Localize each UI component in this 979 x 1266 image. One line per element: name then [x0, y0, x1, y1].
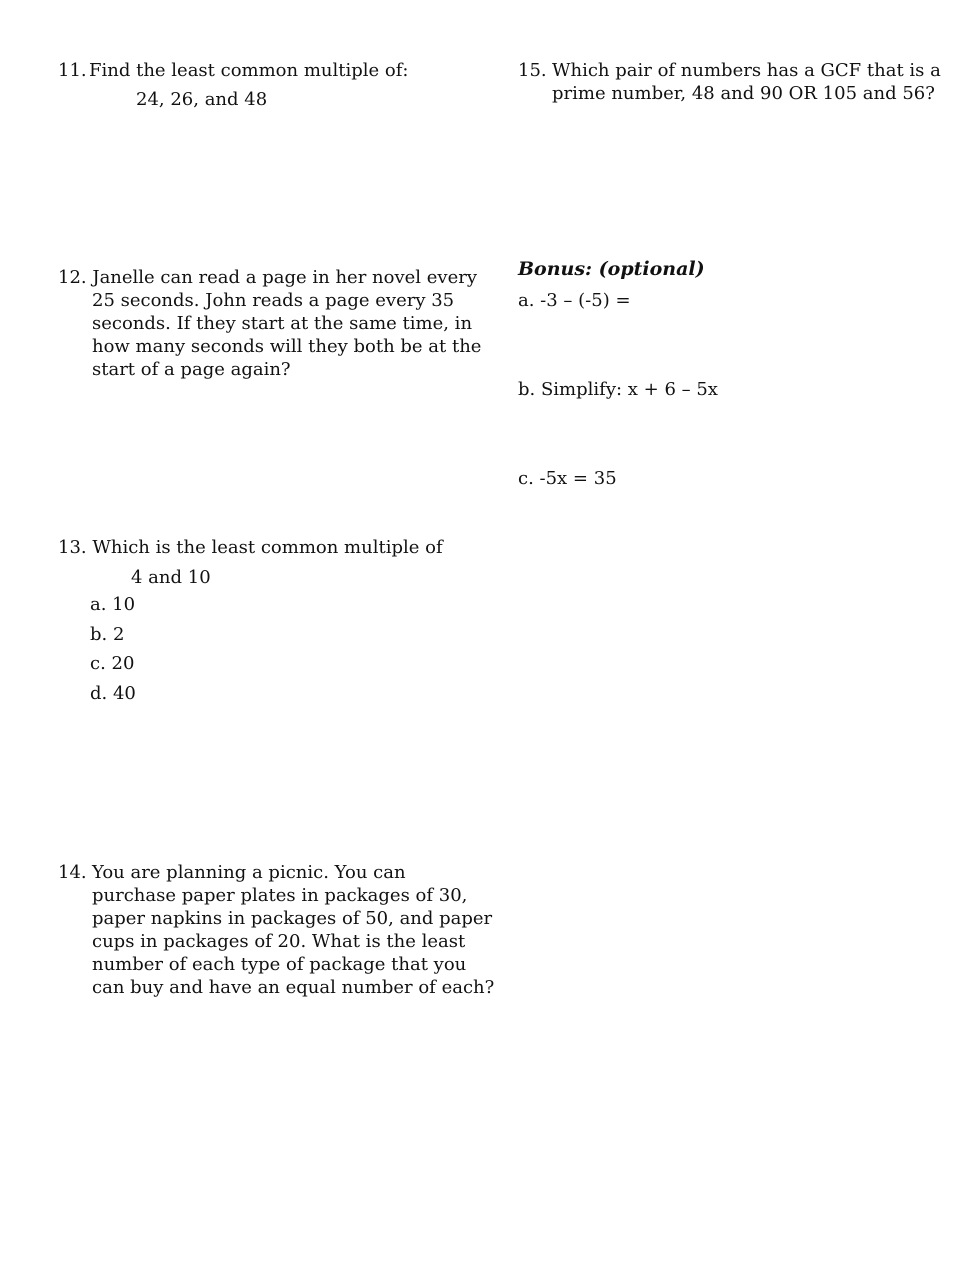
bonus-item-b: b. Simplify: x + 6 – 5x [518, 379, 718, 400]
question-text-line: start of a page again? [92, 359, 291, 380]
question-number: 14. [58, 862, 87, 883]
question-13-values: 4 and 10 [131, 567, 211, 588]
question-text-line: paper napkins in packages of 50, and paper [92, 908, 493, 929]
question-text-line: number of each type of package that you [92, 954, 467, 975]
bonus-section [518, 258, 718, 490]
question-text-line: purchase paper plates in packages of 30, [92, 885, 468, 906]
question-12 [58, 266, 481, 381]
question-text-line: prime number, 48 and 90 OR 105 and 56? [552, 83, 935, 104]
answer-choice-b: b. 2 [90, 623, 125, 645]
question-text: Which pair of numbers has a GCF that is a [552, 60, 941, 81]
answer-choice-a: a. 10 [90, 594, 136, 615]
question-text-line: how many seconds will they both be at the [92, 336, 482, 357]
question-11-prompt [58, 59, 408, 82]
bonus-item-a: a. -3 – (-5) = [518, 290, 631, 311]
question-13 [58, 536, 443, 708]
question-text-line: can buy and have an equal number of each? [92, 977, 495, 998]
question-11-values: 24, 26, and 48 [136, 89, 268, 110]
bonus-item-c: c. -5x = 35 [518, 468, 617, 489]
answer-choice-d: d. 40 [90, 682, 136, 704]
question-text-line [518, 59, 941, 82]
answer-choices [58, 590, 443, 708]
question-text-line: seconds. If they start at the same time, in [92, 313, 473, 334]
question-text-line: cups in packages of 20. What is the least [92, 931, 466, 952]
question-text: You are planning a picnic. You can [92, 862, 406, 883]
bonus-title: Bonus: (optional) [518, 258, 705, 280]
question-11 [58, 59, 408, 111]
question-number: 11. [58, 60, 87, 81]
question-14 [58, 861, 494, 999]
question-number: 15. [518, 60, 547, 81]
question-text-line: 13. Which is the least common multiple of [58, 537, 443, 558]
answer-choice-c: c. 20 [90, 653, 135, 674]
question-text: Find the least common multiple of: [89, 60, 409, 81]
question-text-line: 25 seconds. John reads a page every 35 [92, 290, 455, 311]
question-text-line: 12. Janelle can read a page in her novel every [58, 267, 478, 288]
question-15 [518, 59, 941, 105]
question-text-line [58, 861, 494, 884]
